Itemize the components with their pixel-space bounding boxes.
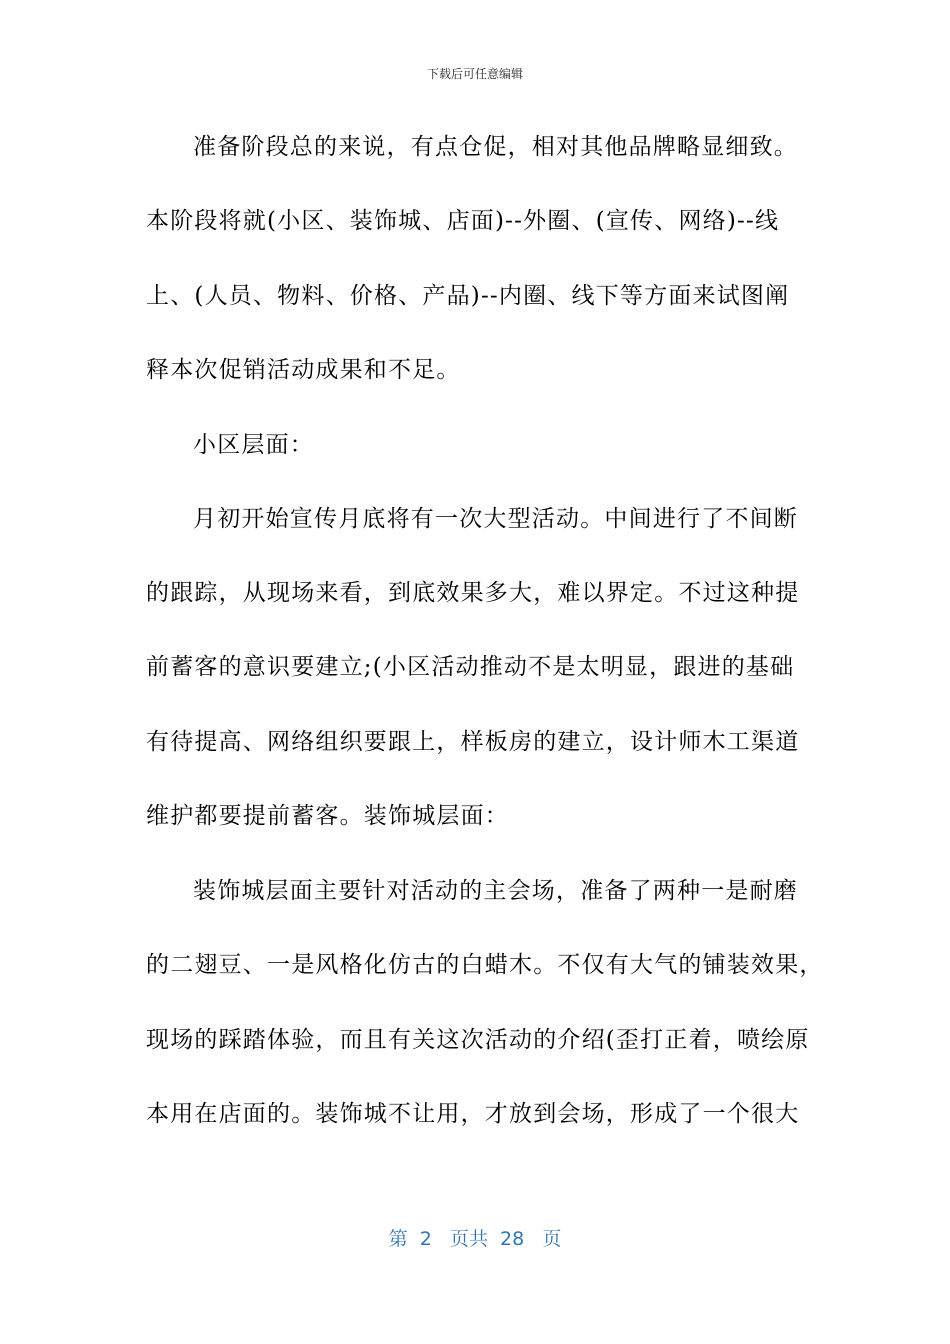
- page-footer: 第 2 页共 28 页: [388, 1228, 562, 1250]
- paragraph-line: 的跟踪，从现场来看，到底效果多大，难以界定。不过这种提: [146, 580, 800, 606]
- paragraph-line: 前蓄客的意识要建立;(小区活动推动不是太明显，跟进的基础: [146, 654, 795, 680]
- paragraph-line: 准备阶段总的来说，有点仓促，相对其他品牌略显细致。: [193, 134, 798, 160]
- paragraph-line: 上、(人员、物料、价格、产品)--内圈、线下等方面来试图阐: [146, 283, 790, 309]
- paragraph-line: 装饰城层面主要针对活动的主会场，准备了两种一是耐磨: [193, 878, 798, 904]
- paragraph-line: 有待提高、网络组织要跟上，样板房的建立，设计师木工渠道: [146, 729, 800, 755]
- section-heading: 小区层面：: [193, 432, 314, 458]
- paragraph-line: 现场的踩踏体验，而且有关这次活动的介绍(歪打正着，喷绘原: [146, 1027, 810, 1053]
- paragraph-line: 释本次促销活动成果和不足。: [146, 357, 461, 383]
- paragraph-line: 本阶段将就(小区、装饰城、店面)--外圈、(宣传、网络)--线: [146, 208, 780, 234]
- paragraph-line: 的二翅豆、一是风格化仿古的白蜡木。不仅有大气的铺装效果，: [146, 952, 824, 978]
- paragraph-line: 月初开始宣传月底将有一次大型活动。中间进行了不间断: [193, 506, 798, 532]
- paragraph-line: 本用在店面的。装饰城不让用，才放到会场，形成了一个很大: [146, 1101, 800, 1127]
- paragraph-line: 维护都要提前蓄客。装饰城层面：: [146, 803, 509, 829]
- page-header: 下载后可任意编辑: [426, 67, 523, 81]
